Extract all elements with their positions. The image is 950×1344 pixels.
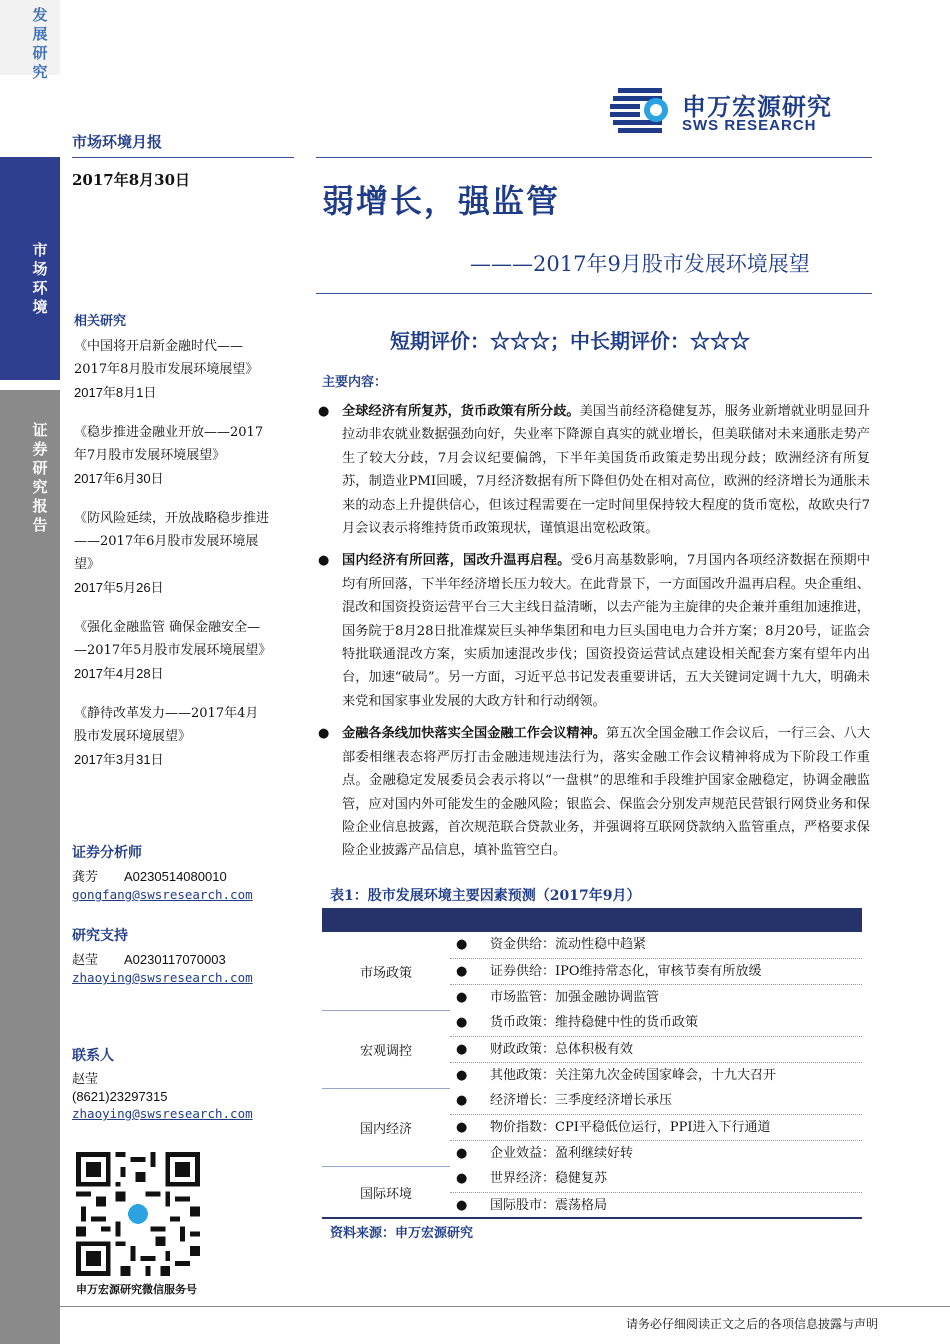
bullet-text: 受6月高基数影响，7月国内各项经济数据在预期中均有所回落，下半年经济增长压力较大。在此背景下，一方面国改升温再启程。央企重组、混改和国资投资运营平台三大主线日益清晰，以去产能为主旋律的央企兼并重组加速推进，国务院于8月28日批准煤炭巨头神华集团和电力巨头国电电力合并方案；8月20号，证监会特批联通混改方案，实质加速混改步伐；国资投资运营试点建设相关配套方案有望年内出台，加速“破局”。另一方面，习近平总书记发表重要讲话，五大关键词定调十九大，明确未来党和国家事业发展的大政方针和行动纲领。 (342, 553, 871, 709)
table-cell-item: 经济增长：三季度经济增长承压 (490, 1093, 673, 1108)
page-subtitle: ———2017年9月股市发展环境展望 (470, 252, 810, 276)
qr-caption: 申万宏源研究微信服务号 (76, 1283, 197, 1296)
report-date: 2017年8月30日 (72, 171, 191, 189)
table-row (450, 1062, 862, 1089)
analyst-email-link[interactable]: gongfang@swsresearch.com (72, 887, 253, 902)
bullet-lead: 国内经济有所回落，国改升温再启程。 (342, 553, 571, 569)
logo-text-cn: 申万宏源研究 (682, 93, 832, 121)
analyst-block (72, 845, 312, 904)
related-item-date: 2017年8月1日 (74, 385, 157, 400)
rating: 短期评价：☆☆☆；中长期评价：☆☆☆ (390, 329, 750, 353)
table-row (450, 1192, 862, 1219)
analyst-name: 龚芳 (72, 870, 99, 885)
bullet-icon: ● (456, 1198, 468, 1213)
table-row (450, 1114, 862, 1141)
support-cert: A0230117070003 (124, 952, 226, 967)
analyst-info (72, 868, 312, 886)
related-item-title: 年7月股市发展环境展望》 (74, 448, 226, 463)
table-row (450, 1088, 862, 1114)
related-item-title: 《稳步推进金融业开放——2017 (74, 425, 264, 440)
contact-name: 赵莹 (72, 1072, 99, 1087)
divider-subtitle (316, 293, 872, 294)
bullet-icon: ● (456, 1146, 468, 1161)
related-item-date: 2017年5月26日 (74, 580, 164, 595)
related-item-date: 2017年3月31日 (74, 752, 164, 767)
related-item-date: 2017年4月28日 (74, 666, 164, 681)
table-row (450, 1036, 862, 1063)
divider-left (72, 157, 294, 158)
related-research-heading: 相关研究 (74, 314, 127, 329)
related-research (74, 310, 296, 788)
related-item[interactable] (74, 616, 296, 685)
support-info (72, 951, 312, 969)
table-category: 国内经济 (359, 1122, 412, 1137)
sidebar-block-market (0, 157, 60, 380)
page-title: 弱增长，强监管 (322, 182, 561, 220)
bullet-text: 美国当前经济稳健复苏，服务业新增就业明显回升拉动非农就业数据强劲向好，失业率下降源自真实的就业增长，但美联储对未来通胀走势产生了较大分歧，7月会议纪要偏鸽，下半年美国货币政策走势出现分歧；欧洲经济有所复苏，制造业PMI回暖，7月经济数据有所下降但仍处在相对高位，欧洲的经济增长为通胀未来的动态上升提供信心，但该过程需要在一定时间里保持较大程度的货币宽松，故欧央行7月会议表示将维持货币政策现状，谨慎退出宽松政策。 (342, 404, 871, 537)
bullet-item (318, 722, 871, 862)
bullet-icon: ● (456, 964, 468, 979)
related-item[interactable] (74, 421, 296, 490)
report-type: 市场环境月报 (72, 133, 163, 151)
table-bottom-rule (322, 1217, 862, 1219)
bullet-lead: 全球经济有所复苏，货币政策有所分歧。 (342, 404, 580, 419)
sidebar-block-report (0, 390, 60, 1344)
contact-phone: (8621)23297315 (72, 1089, 168, 1104)
table-row (450, 1010, 862, 1036)
support-block (72, 928, 312, 987)
sws-logo-icon (610, 86, 672, 136)
footer-disclaimer: 请务必仔细阅读正文之后的各项信息披露与声明 (625, 1317, 878, 1331)
sidebar-label-report: 证券研究报告 (32, 421, 48, 534)
table-row (450, 984, 862, 1011)
related-item-title: 2017年8月股市发展环境展望》 (74, 362, 259, 377)
bullet-text: 第五次全国金融工作会议后，一行三会、八大部委相继表态将严厉打击金融违规违法行为，落实金融工作会议精神将成为下阶段工作重点。金融稳定发展委员会表示将以“一盘棋”的思维和手段维护国家金融稳定，协调金融监管，应对国内外可能发生的金融风险；银监会、保监会分别发声规范民营银行网贷业务和保险企业信息披露，首次规范联合贷款业务，并强调将互联网贷款纳入监管重点，严格要求保险企业披露产品信息，填补监管空白。 (342, 726, 871, 859)
table-header-bar (322, 908, 862, 932)
table-cell-item: 证券供给：IPO维持常态化，审核节奏有所放缓 (490, 964, 762, 979)
table-cell-item: 货币政策：维持稳健中性的货币政策 (490, 1015, 699, 1030)
sws-logo (610, 86, 870, 136)
bullet-lead: 金融各条线加快落实全国金融工作会议精神。 (342, 726, 607, 742)
table-category: 市场政策 (359, 966, 412, 981)
table-cell-item: 资金供给：流动性稳中趋紧 (490, 937, 647, 952)
support-email-link[interactable]: zhaoying@swsresearch.com (72, 970, 253, 985)
bullet-icon: ● (318, 726, 330, 742)
contact-email-link[interactable]: zhaoying@swsresearch.com (72, 1106, 253, 1121)
table-row (450, 958, 862, 985)
contact-block (72, 1048, 312, 1123)
table-cell-item: 物价指数：CPI平稳低位运行，PPI进入下行通道 (490, 1120, 771, 1135)
bullet-icon: ● (456, 937, 468, 952)
bullet-icon: ● (456, 1171, 468, 1186)
related-item-title: 《中国将开启新金融时代—— (74, 339, 244, 354)
related-item-title: 望》 (74, 557, 101, 572)
table-cell-item: 其他政策：关注第九次金砖国家峰会，十九大召开 (490, 1068, 777, 1083)
related-item[interactable] (74, 335, 296, 404)
related-item-title: 《防风险延续，开放战略稳步推进 (74, 511, 270, 526)
bullet-icon: ● (456, 1015, 468, 1030)
related-item-title: 股市发展环境展望》 (74, 729, 192, 744)
bullet-icon: ● (456, 1093, 468, 1108)
bullet-icon: ● (456, 1120, 468, 1135)
analyst-cert: A0230514080010 (124, 869, 227, 884)
sidebar-label-market: 市场环境 (32, 241, 48, 316)
related-item-title: —2017年5月股市发展环境展望》 (74, 643, 272, 658)
support-heading: 研究支持 (72, 928, 128, 944)
related-item[interactable] (74, 702, 296, 771)
bullet-item (318, 400, 871, 540)
table-category: 国际环境 (359, 1187, 412, 1202)
table-cell-item: 世界经济：稳健复苏 (490, 1171, 608, 1186)
qr-code-icon (76, 1152, 200, 1276)
divider-right (316, 157, 872, 158)
main-content-heading: 主要内容： (322, 375, 388, 390)
table-cell-item: 企业效益：盈利继续好转 (490, 1146, 634, 1161)
bullet-icon: ● (318, 553, 330, 569)
logo-text-en: SWS RESEARCH (682, 117, 817, 134)
bullet-icon: ● (456, 990, 468, 1005)
sidebar-label-development: 发展研究 (32, 6, 48, 81)
table-source: 资料来源：申万宏源研究 (330, 1226, 474, 1241)
table-row (450, 1166, 862, 1192)
related-item-title: ——2017年6月股市发展环境展 (74, 534, 259, 549)
bullet-icon: ● (456, 1068, 468, 1083)
table-category: 宏观调控 (359, 1044, 412, 1059)
main-bullets (318, 400, 871, 872)
footer-rule (60, 1306, 950, 1307)
support-name: 赵莹 (72, 953, 99, 968)
table-cell-item: 财政政策：总体积极有效 (490, 1042, 634, 1057)
related-item-date: 2017年6月30日 (74, 471, 164, 486)
table-title: 表1：股市发展环境主要因素预测（2017年9月） (330, 888, 641, 904)
related-item-title: 《静待改革发力——2017年4月 (74, 706, 259, 721)
related-item[interactable] (74, 507, 296, 599)
sidebar-block-development (0, 0, 60, 81)
bullet-item (318, 549, 871, 713)
analyst-heading: 证券分析师 (72, 845, 142, 861)
bullet-icon: ● (456, 1042, 468, 1057)
related-item-title: 《强化金融监管 确保金融安全— (74, 620, 261, 635)
contact-heading: 联系人 (72, 1048, 114, 1064)
bullet-icon: ● (318, 404, 330, 419)
table-cell-item: 市场监管：加强金融协调监管 (490, 990, 660, 1005)
table-cell-item: 国际股市：震荡格局 (490, 1198, 608, 1213)
table-row (450, 1140, 862, 1167)
table-row (450, 932, 862, 958)
sidebar (0, 0, 60, 1344)
